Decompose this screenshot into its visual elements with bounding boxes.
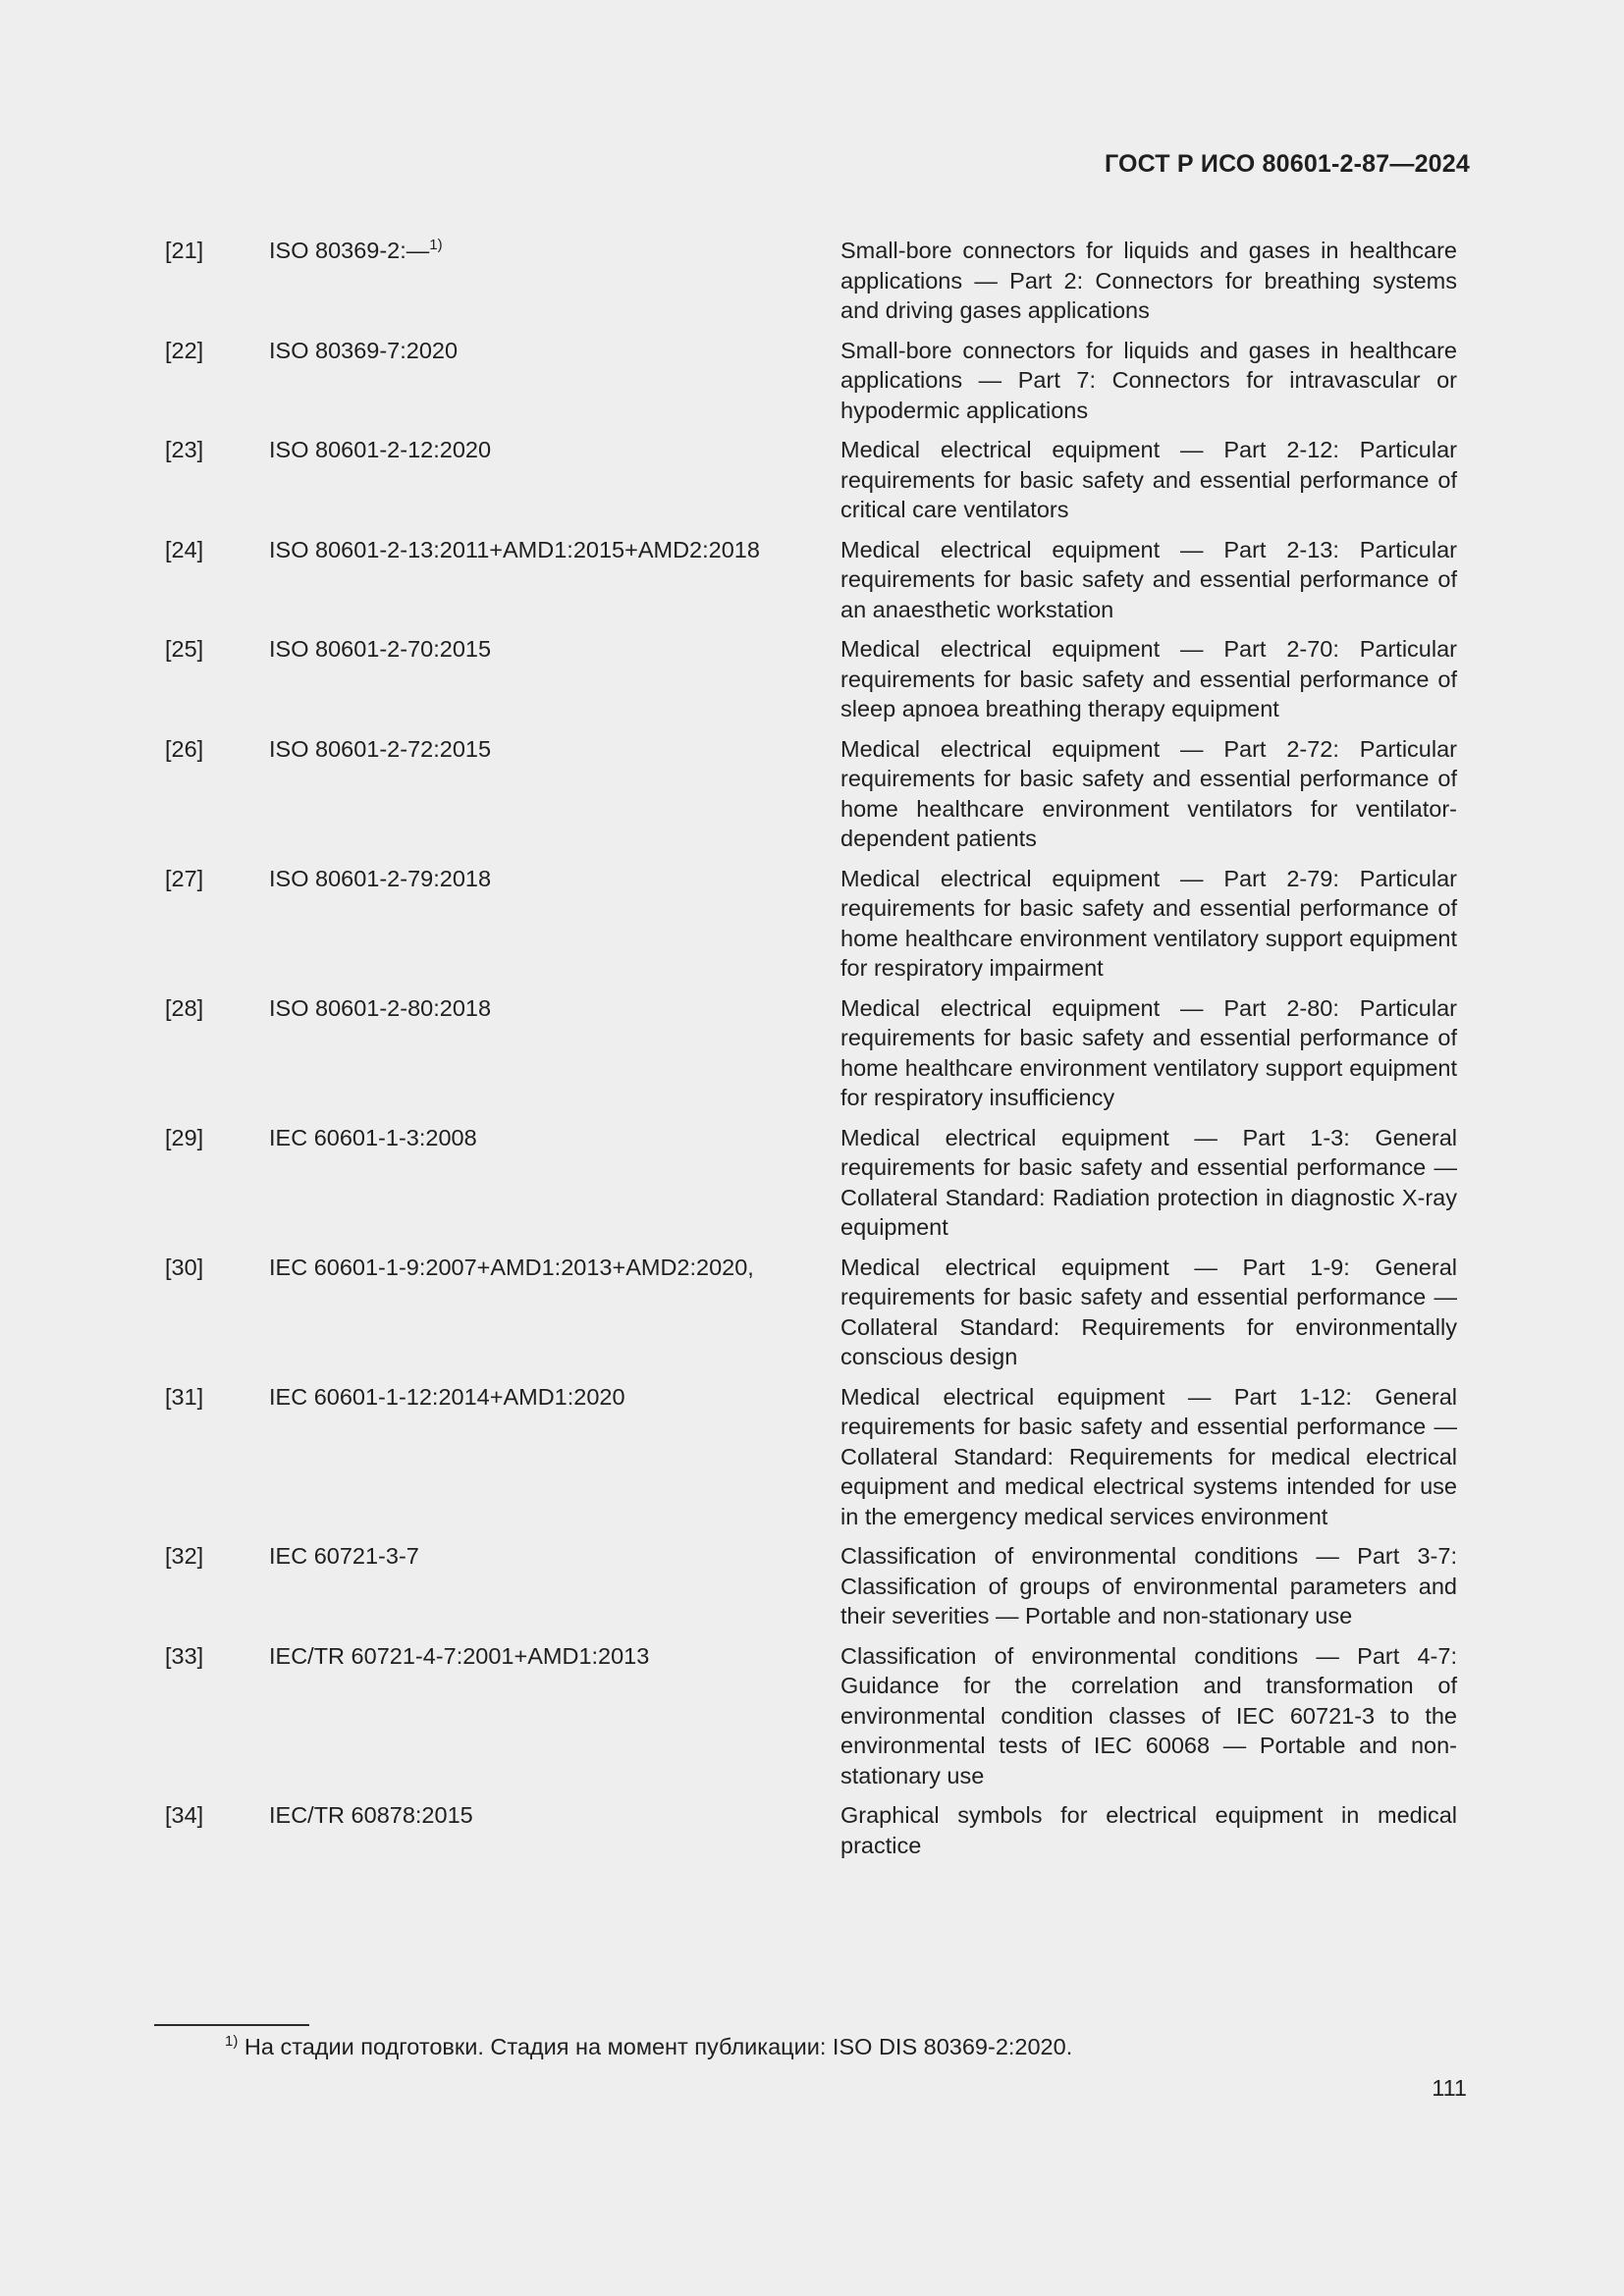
- reference-item: [165, 1541, 1457, 1631]
- reference-code: ISO 80601-2-72:2015: [269, 735, 492, 762]
- reference-title: Medical electrical equipment — Part 1-9: General requirements for basic safety and essential performance — Collateral Standard: Requirements for environmentally conscious design: [840, 1254, 1457, 1369]
- reference-number: [27]: [165, 865, 204, 891]
- reference-item: [165, 435, 1457, 525]
- reference-code: IEC 60601-1-12:2014+AMD1:2020: [269, 1383, 625, 1410]
- reference-item: [165, 634, 1457, 724]
- reference-code: IEC/TR 60721-4-7:2001+AMD1:2013: [269, 1642, 650, 1669]
- page-number: 111: [1432, 2075, 1467, 2101]
- reference-title: Classification of environmental conditions — Part 3-7: Classification of groups of environmental parameters and their severities — Portable and non-stationary use: [840, 1543, 1457, 1629]
- reference-number: [32]: [165, 1543, 204, 1569]
- footnote-marker: 1): [429, 237, 443, 253]
- reference-code: ISO 80601-2-79:2018: [269, 865, 492, 891]
- reference-title: Small-bore connectors for liquids and gases in healthcare applications — Part 7: Connectors for intravascular or hypodermic applications: [840, 337, 1457, 423]
- reference-title: Medical electrical equipment — Part 2-70: Particular requirements for basic safety and essential performance of sleep apnoea breathing therapy equipment: [840, 636, 1457, 721]
- reference-item: [165, 1641, 1457, 1791]
- reference-item: [165, 1123, 1457, 1243]
- reference-code: IEC 60601-1-9:2007+AMD1:2013+AMD2:2020,: [269, 1254, 754, 1280]
- reference-item: [165, 993, 1457, 1113]
- reference-number: [26]: [165, 735, 204, 762]
- reference-code: IEC 60721-3-7: [269, 1543, 419, 1569]
- reference-title: Medical electrical equipment — Part 1-12: General requirements for basic safety and essential performance — Collateral Standard: Requirements for medical electrical equipment and medical electrical systems intended for use in the emergency medical services environment: [840, 1383, 1457, 1529]
- reference-number: [33]: [165, 1642, 204, 1669]
- bibliography-list: [165, 236, 1457, 1870]
- reference-code: IEC 60601-1-3:2008: [269, 1124, 477, 1150]
- reference-code: [269, 236, 840, 326]
- reference-code: ISO 80601-2-13:2011+AMD1:2015+AMD2:2018: [269, 536, 760, 562]
- reference-number: [21]: [165, 238, 204, 263]
- reference-item: [165, 336, 1457, 426]
- reference-item: [165, 1382, 1457, 1532]
- reference-number: [22]: [165, 337, 204, 363]
- reference-item: [165, 734, 1457, 854]
- reference-number: [34]: [165, 1802, 204, 1828]
- reference-number: [23]: [165, 437, 204, 462]
- reference-item: [165, 1800, 1457, 1860]
- reference-number: [31]: [165, 1383, 204, 1410]
- reference-title: Medical electrical equipment — Part 2-13: Particular requirements for basic safety and essential performance of an anaesthetic workstation: [840, 536, 1457, 622]
- reference-title: Graphical symbols for electrical equipment in medical practice: [840, 1802, 1457, 1858]
- reference-number: [28]: [165, 994, 204, 1021]
- reference-item: [165, 1253, 1457, 1372]
- reference-code: ISO 80601-2-70:2015: [269, 636, 492, 662]
- reference-code: IEC/TR 60878:2015: [269, 1802, 473, 1828]
- reference-code-text: ISO 80369-2:—: [269, 238, 430, 263]
- reference-title: Medical electrical equipment — Part 2-72: Particular requirements for basic safety and essential performance of home healthcare environment ventilators for ventilator-dependent patients: [840, 735, 1457, 851]
- reference-title: Medical electrical equipment — Part 1-3: General requirements for basic safety and essential performance — Collateral Standard: Radiation protection in diagnostic X-ray equipment: [840, 1124, 1457, 1240]
- reference-item: [165, 236, 1457, 326]
- reference-code: ISO 80601-2-12:2020: [269, 437, 492, 462]
- reference-code: ISO 80601-2-80:2018: [269, 994, 492, 1021]
- reference-number: [24]: [165, 536, 204, 562]
- footnote-divider: [154, 2024, 309, 2026]
- reference-code: ISO 80369-7:2020: [269, 337, 459, 363]
- footnote: [225, 2032, 1072, 2061]
- reference-title: Small-bore connectors for liquids and gases in healthcare applications — Part 2: Connectors for breathing systems and driving gases applications: [840, 238, 1457, 323]
- reference-title: Medical electrical equipment — Part 2-12: Particular requirements for basic safety and essential performance of critical care ventilators: [840, 437, 1457, 522]
- reference-item: [165, 535, 1457, 625]
- reference-title: Classification of environmental conditions — Part 4-7: Guidance for the correlation and transformation of environmental condition classes of IEC 60721-3 to the environmental tests of IEC 60068 — Portable and non-stationary use: [840, 1642, 1457, 1789]
- reference-number: [30]: [165, 1254, 204, 1280]
- footnote-marker: 1): [225, 2033, 239, 2050]
- reference-item: [165, 864, 1457, 984]
- reference-title: Medical electrical equipment — Part 2-80: Particular requirements for basic safety and essential performance of home healthcare environment ventilatory support equipment for respiratory insufficiency: [840, 994, 1457, 1110]
- reference-number: [29]: [165, 1124, 204, 1150]
- document-header: ГОСТ Р ИСО 80601-2-87—2024: [1104, 150, 1470, 178]
- reference-title: Medical electrical equipment — Part 2-79: Particular requirements for basic safety and essential performance of home healthcare environment ventilatory support equipment for respiratory impairment: [840, 865, 1457, 981]
- footnote-text: На стадии подготовки. Стадия на момент публикации: ISO DIS 80369-2:2020.: [244, 2034, 1073, 2059]
- reference-number: [25]: [165, 636, 204, 662]
